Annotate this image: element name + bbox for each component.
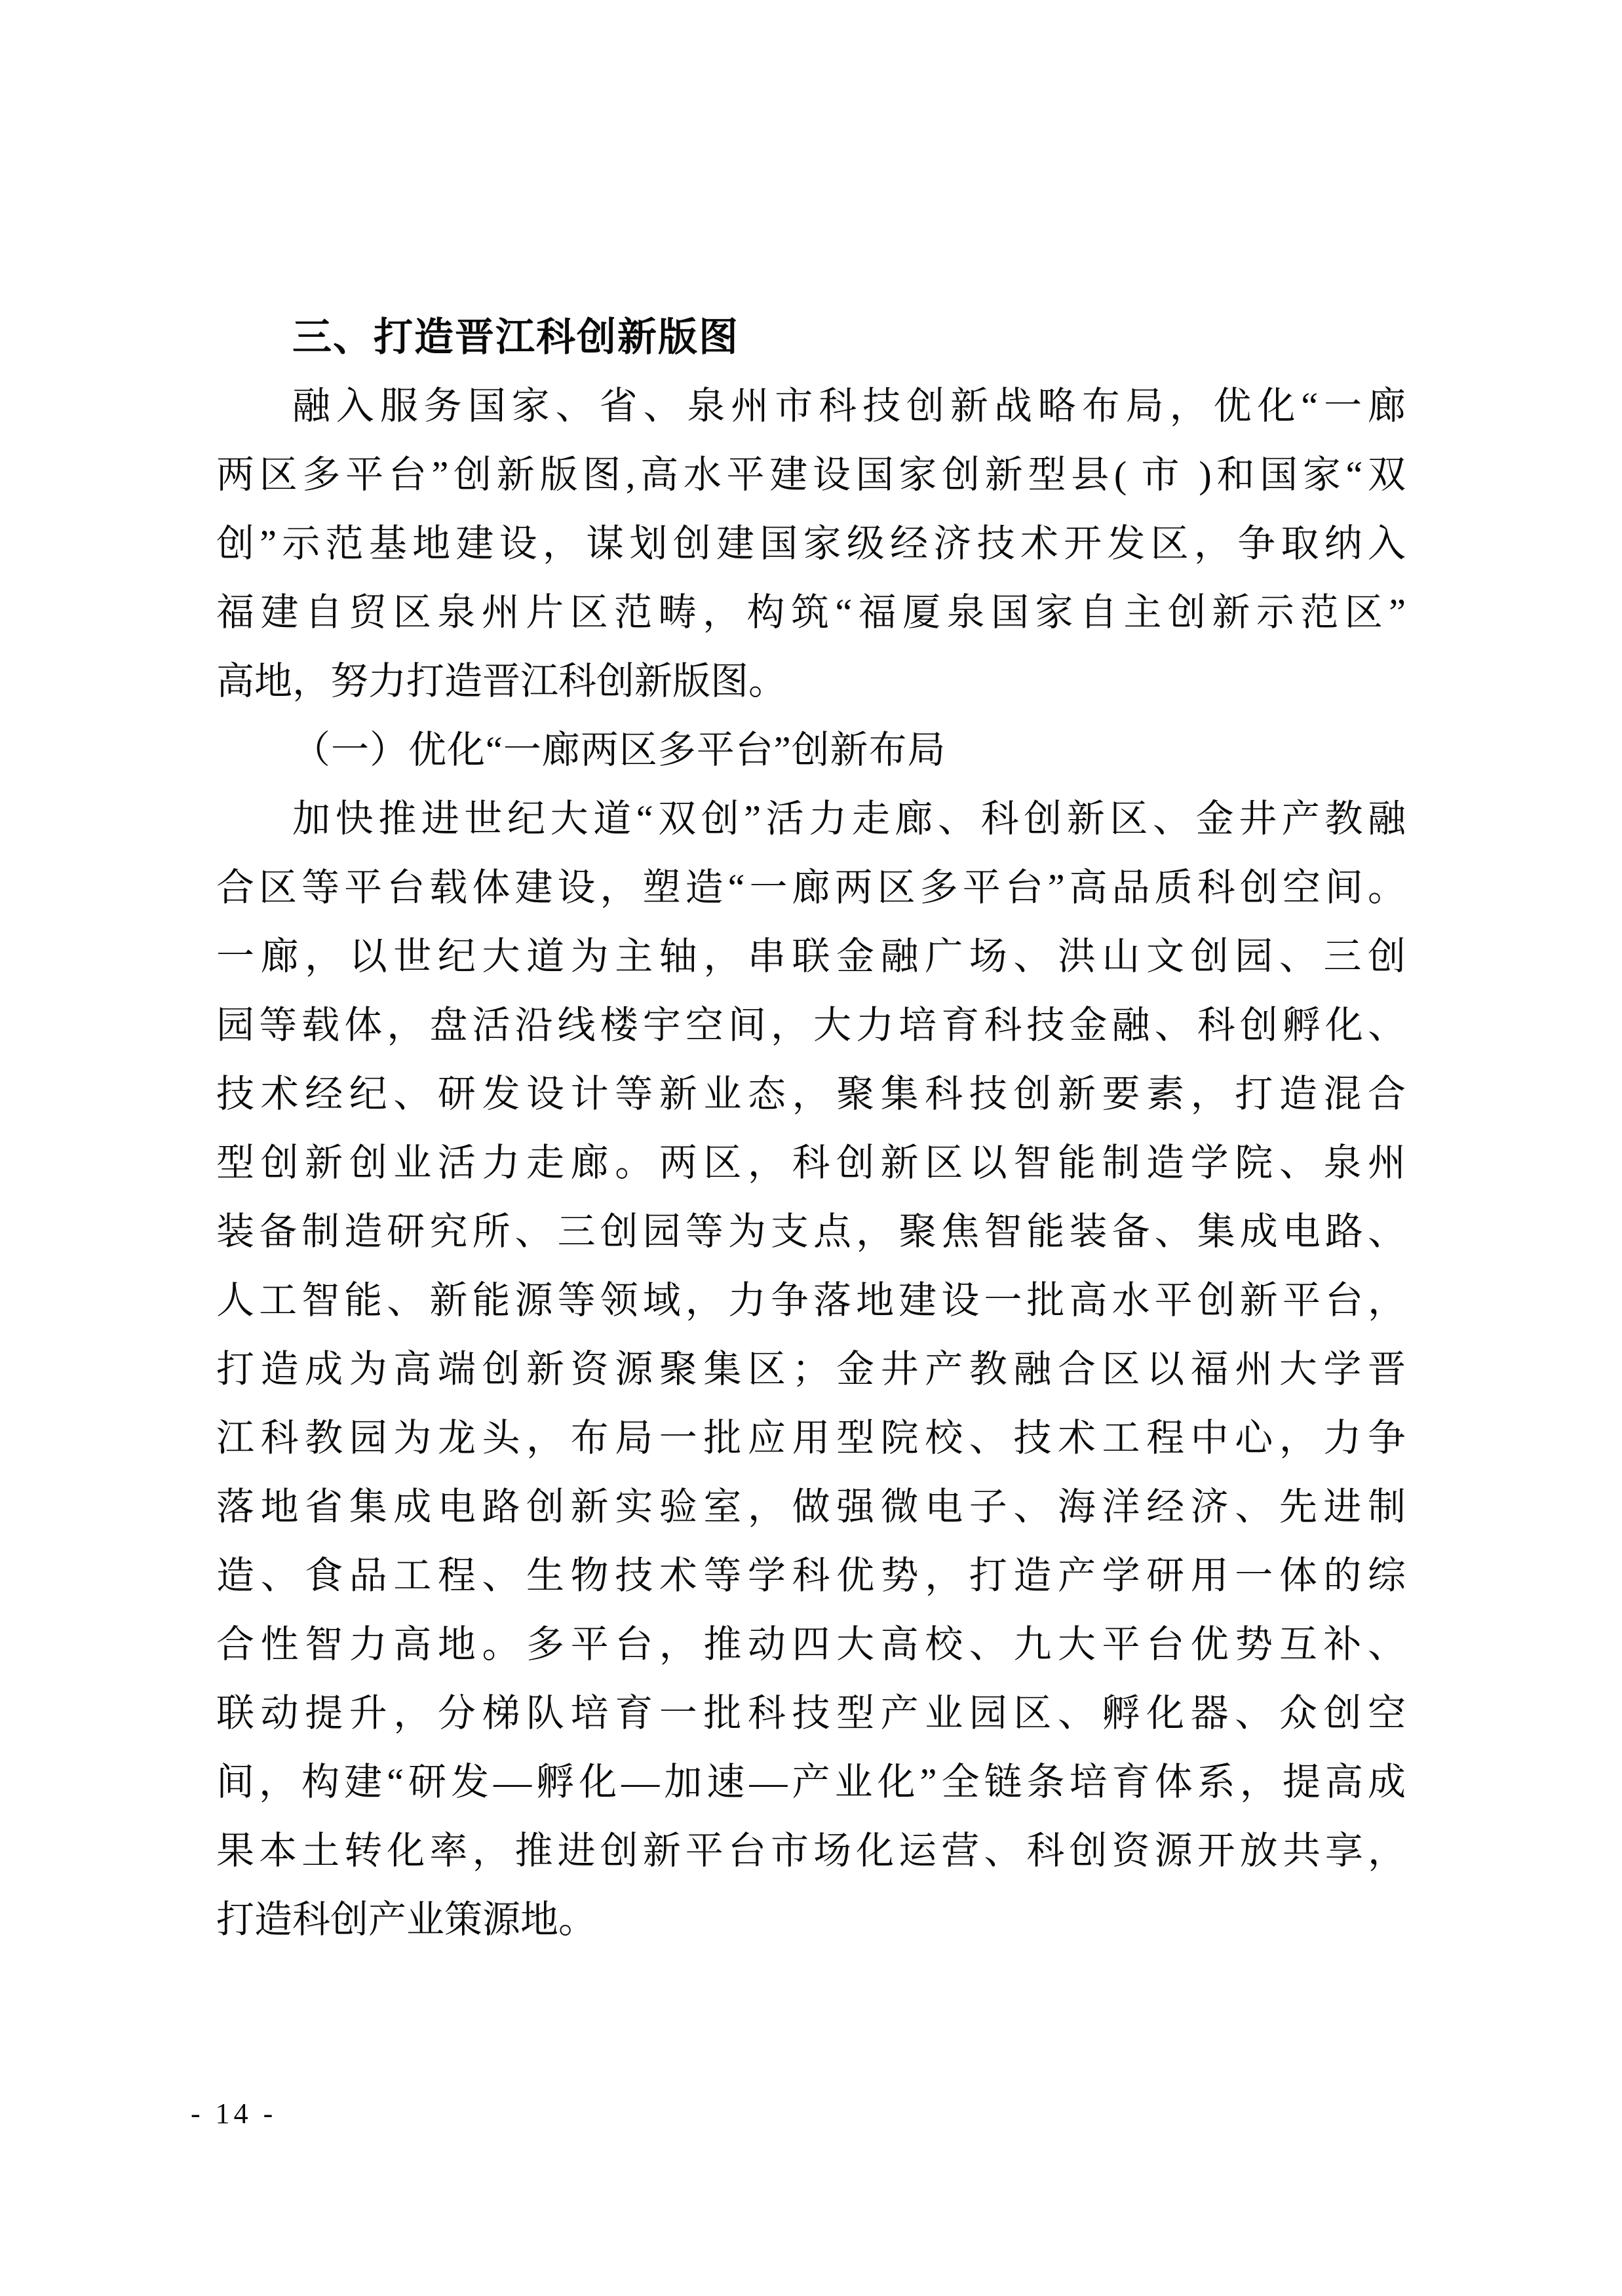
body-paragraph-line: 人工智能、新能源等领域，力争落地建设一批高水平创新平台， <box>216 1279 1406 1322</box>
body-paragraph-line: 合性智力高地。多平台，推动四大高校、九大平台优势互补、 <box>216 1623 1406 1666</box>
document-body <box>216 303 1406 1954</box>
body-paragraph-line: 园等载体，盘活沿线楼宇空间，大力培育科技金融、科创孵化、 <box>216 1004 1406 1046</box>
body-paragraph-line: 合区等平台载体建设，塑造“一廊两区多平台”高品质科创空间。 <box>216 866 1406 909</box>
body-paragraph-line: 联动提升，分梯队培育一批科技型产业园区、孵化器、众创空 <box>216 1692 1406 1734</box>
body-paragraph-line: 果本土转化率，推进创新平台市场化运营、科创资源开放共享， <box>216 1829 1406 1872</box>
intro-paragraph-line: 福建自贸区泉州片区范畴，构筑“福厦泉国家自主创新示范区” <box>216 591 1406 634</box>
body-paragraph-line: 技术经纪、研发设计等新业态，聚集科技创新要素，打造混合 <box>216 1073 1406 1115</box>
body-paragraph-line: 江科教园为龙头，布局一批应用型院校、技术工程中心，力争 <box>216 1417 1406 1459</box>
intro-paragraph-line: 两区多平台”创新版图,高水平建设国家创新型县( 市 )和国家“双 <box>216 453 1406 496</box>
body-paragraph-line: 造、食品工程、生物技术等学科优势，打造产学研用一体的综 <box>216 1554 1406 1597</box>
body-paragraph-line: 打造科创产业策源地。 <box>216 1898 597 1941</box>
body-paragraph-line: 型创新创业活力走廊。两区，科创新区以智能制造学院、泉州 <box>216 1141 1406 1184</box>
intro-paragraph-line: 融入服务国家、省、泉州市科技创新战略布局，优化“一廊 <box>292 385 1406 427</box>
sub-section-heading: （一）优化“一廊两区多平台”创新布局 <box>292 729 946 771</box>
intro-paragraph-line: 创”示范基地建设，谋划创建国家级经济技术开发区，争取纳入 <box>216 522 1406 565</box>
body-paragraph-line: 间，构建“研发—孵化—加速—产业化”全链条培育体系，提高成 <box>216 1761 1406 1803</box>
body-paragraph-line: 一廊，以世纪大道为主轴，串联金融广场、洪山文创园、三创 <box>216 935 1406 978</box>
body-paragraph-line: 打造成为高端创新资源聚集区；金井产教融合区以福州大学晋 <box>216 1348 1406 1390</box>
section-heading: 三、打造晋江科创新版图 <box>292 315 739 359</box>
body-paragraph-line: 落地省集成电路创新实验室，做强微电子、海洋经济、先进制 <box>216 1485 1406 1528</box>
intro-paragraph-line: 高地，努力打造晋江科创新版图。 <box>216 660 787 702</box>
body-paragraph-line: 装备制造研究所、三创园等为支点，聚焦智能装备、集成电路、 <box>216 1210 1406 1253</box>
body-paragraph-line: 加快推进世纪大道“双创”活力走廊、科创新区、金井产教融 <box>292 797 1406 840</box>
page-number: - 14 - <box>191 2097 277 2130</box>
